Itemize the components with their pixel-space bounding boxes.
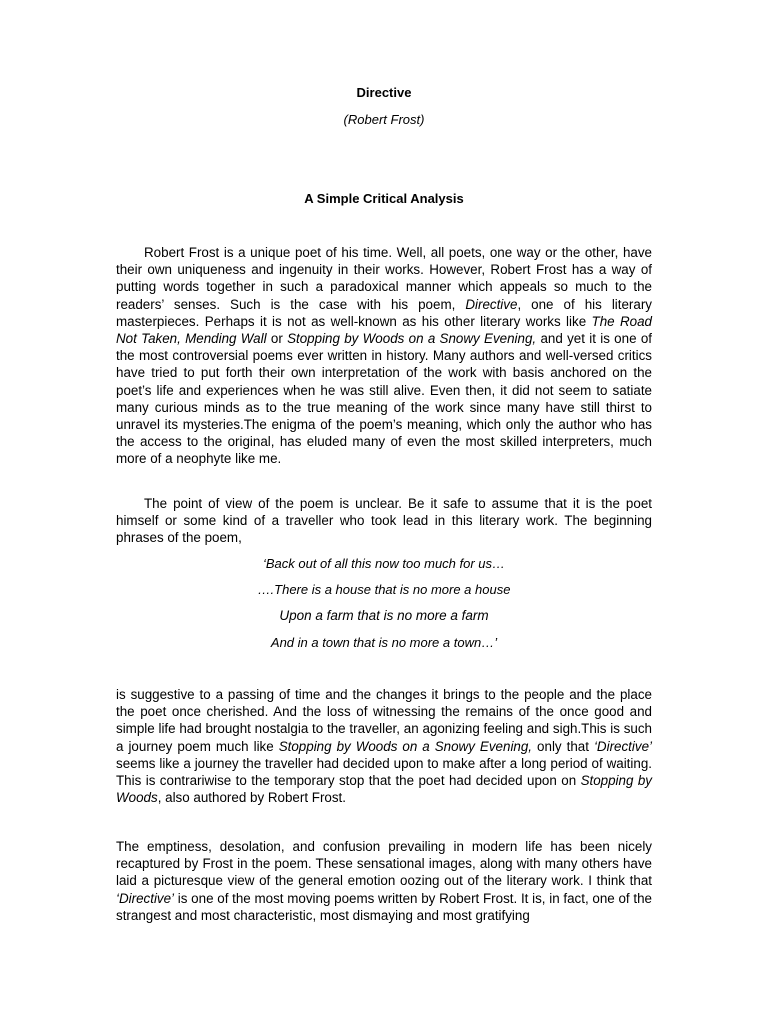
paragraph-passing-of-time <box>116 686 652 806</box>
text-run: or <box>266 331 288 347</box>
document-author: (Robert Frost) <box>343 112 425 127</box>
verse-line: And in a town that is no more a town…’ <box>270 635 498 650</box>
italic-text-run: Stopping by Woods on a Snowy Evening, <box>287 331 537 347</box>
italic-text-run: Stopping by Woods on a Snowy Evening, <box>278 738 533 754</box>
text-run: and yet it is one of the most controversial poems ever written in history. Many authors and well-versed critics have tried to put forth their own interpretation of the work with basis anchored on the poet’s life and experiences when he was still alive. Even then, it did not seem to satiate many curious minds as to the true meaning of the work since many have still thirst to unravel its mysteries.The enigma of the poem’s meaning, which only the author who has the access to the original, has eluded many of even the most skilled interpreters, much more of a neophyte like me. <box>116 331 652 467</box>
paragraph-intro <box>116 244 652 468</box>
paragraph-point-of-view <box>116 495 652 547</box>
text-run: , also authored by Robert Frost. <box>157 790 346 806</box>
text-run: is suggestive to a passing of time and the changes it brings to the people and the place the poet once cherished. And the loss of witnessing the remains of the once good and simple life had brought nostalgia to the traveller, an agonizing feeling and sigh.This is such a journey poem much like <box>116 687 652 754</box>
verse-line: ….There is a house that is no more a house <box>257 582 511 597</box>
italic-text-run: Directive <box>465 296 518 312</box>
text-run: only that <box>532 738 594 754</box>
verse-line: Upon a farm that is no more a farm <box>279 608 489 623</box>
paragraph-emptiness <box>116 838 652 924</box>
text-run: Robert Frost is a unique poet of his time. Well, all poets, one way or the other, have their own uniqueness and ingenuity in their works. However, Robert Frost has a way of putting words together in such a paradoxical manner which appeals so much to the readers’ senses. Such is the case with his poem, <box>116 245 652 312</box>
italic-text-run: ‘Directive’ <box>116 890 175 906</box>
verse-line: ‘Back out of all this now too much for us… <box>262 556 506 571</box>
italic-text-run: The Road Not Taken, Mending Wall <box>116 313 652 347</box>
text-run: seems like a journey the traveller had decided upon to make after a long period of waiting. This is contrariwise to the temporary stop that the poet had decided upon on <box>116 755 652 789</box>
text-run: is one of the most moving poems written by Robert Frost. It is, in fact, one of the strangest and most characteristic, most dismaying and most gratifying <box>116 890 652 923</box>
italic-text-run: Stopping by Woods <box>116 773 652 806</box>
document-title: Directive <box>356 85 412 100</box>
text-run: , one of his literary masterpieces. Perhaps it is not as well-known as his other literary works like <box>116 296 652 329</box>
text-run: The emptiness, desolation, and confusion prevailing in modern life has been nicely recaptured by Frost in the poem. These sensational images, along with many others have laid a picturesque view of the general emotion oozing out of the literary work. I think that <box>116 839 652 889</box>
document-subtitle: A Simple Critical Analysis <box>304 191 464 206</box>
text-run: The point of view of the poem is unclear. Be it safe to assume that it is the poet himself or some kind of a traveller who took lead in this literary work. The beginning phrases of the poem, <box>116 496 652 546</box>
italic-text-run: ‘Directive’ <box>593 738 652 754</box>
